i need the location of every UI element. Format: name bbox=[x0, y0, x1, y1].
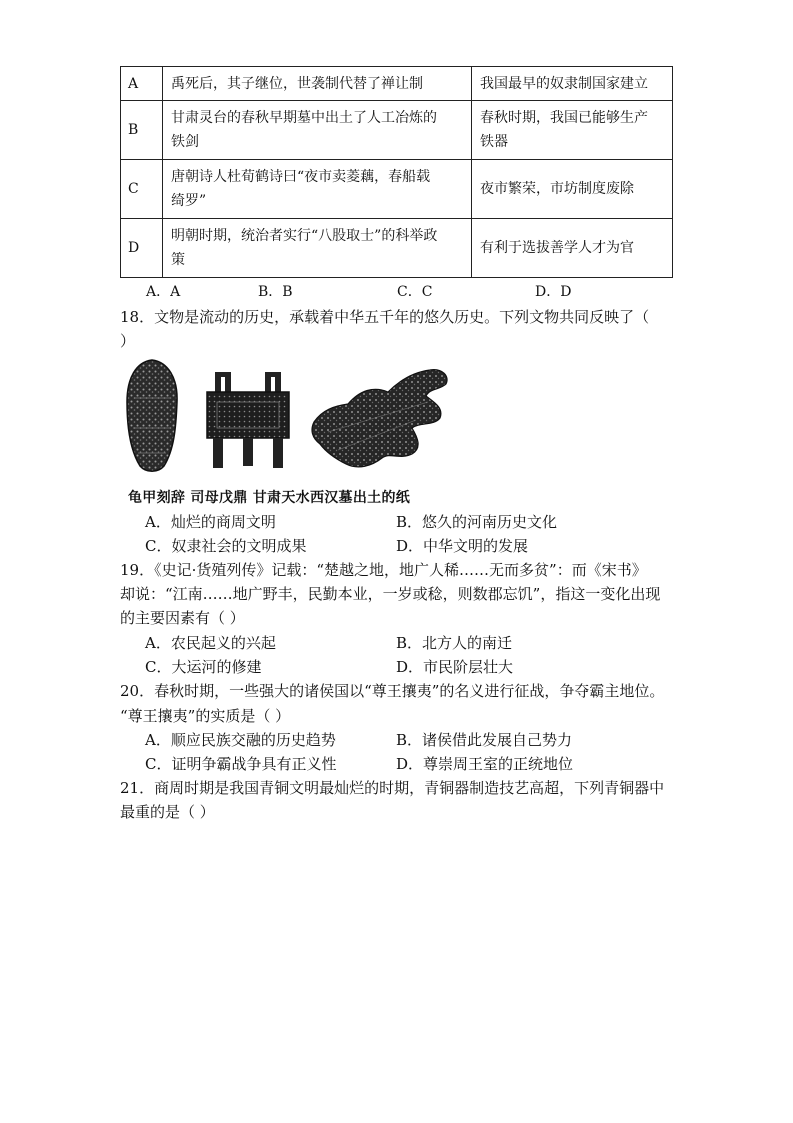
option-b[interactable]: B．诸侯借此发展自己势力 bbox=[396, 731, 573, 749]
q21-stem-line-1: 21．商周时期是我国青铜文明最灿烂的时期，青铜器制造技艺高超，下列青铜器中 bbox=[120, 779, 665, 797]
q18-stem-line-2: ） bbox=[120, 332, 136, 350]
artifact-caption: 龟甲刻辞 司母戊鼎 甘肃天水西汉墓出土的纸 bbox=[128, 490, 411, 506]
row-conclusion: 夜市繁荣，市坊制度废除 bbox=[472, 160, 673, 219]
q17-table bbox=[120, 66, 673, 278]
row-letter: D bbox=[121, 219, 163, 278]
q19-stem-line-1: 19．《史记·货殖列传》记载：“楚越之地，地广人稀……无而多贫”：而《宋书》 bbox=[120, 561, 647, 579]
q21-stem-line-2: 最重的是（ ） bbox=[120, 803, 215, 821]
q19-stem-line-3: 的主要因素有（ ） bbox=[120, 609, 245, 627]
option-d[interactable]: D．市民阶层壮大 bbox=[396, 658, 514, 676]
option-c[interactable]: C．C bbox=[397, 284, 433, 300]
q20-stem-line-2: “尊王攘夷”的实质是（ ） bbox=[120, 707, 291, 725]
option-b[interactable]: B．北方人的南迁 bbox=[396, 634, 513, 652]
row-event: 明朝时期，统治者实行“八股取士”的科举政 策 bbox=[163, 219, 472, 278]
paper-fragment-image bbox=[308, 362, 454, 474]
option-c[interactable]: C．证明争霸战争具有正义性 bbox=[145, 755, 337, 773]
row-conclusion: 我国最早的奴隶制国家建立 bbox=[472, 67, 673, 101]
table-row bbox=[121, 219, 673, 278]
option-a[interactable]: A．灿烂的商周文明 bbox=[145, 513, 276, 531]
option-d[interactable]: D．D bbox=[535, 284, 572, 300]
table-row bbox=[121, 67, 673, 101]
row-conclusion: 有利于选拔善学人才为官 bbox=[472, 219, 673, 278]
option-b[interactable]: B．悠久的河南历史文化 bbox=[396, 513, 558, 531]
option-d[interactable]: D．中华文明的发展 bbox=[396, 537, 529, 555]
option-a[interactable]: A．顺应民族交融的历史趋势 bbox=[145, 731, 336, 749]
table-row bbox=[121, 101, 673, 160]
row-event: 唐朝诗人杜荀鹤诗曰“夜市卖菱藕，春船载 绮罗” bbox=[163, 160, 472, 219]
row-letter: C bbox=[121, 160, 163, 219]
option-a[interactable]: A．农民起义的兴起 bbox=[145, 634, 276, 652]
q20-stem-line-1: 20．春秋时期，一些强大的诸侯国以“尊王攘夷”的名义进行征战，争夺霸主地位。 bbox=[120, 682, 665, 700]
option-a[interactable]: A．A bbox=[146, 284, 181, 300]
row-letter: B bbox=[121, 101, 163, 160]
table-row bbox=[121, 160, 673, 219]
q19-stem-line-2: 却说：“江南……地广野丰，民勤本业，一岁或稔，则数郡忘饥”，指这一变化出现 bbox=[120, 585, 661, 603]
option-c[interactable]: C．奴隶社会的文明成果 bbox=[145, 537, 307, 555]
row-event: 禹死后，其子继位，世袭制代替了禅让制 bbox=[163, 67, 472, 101]
bronze-ding-image bbox=[203, 370, 293, 470]
option-b[interactable]: B．B bbox=[258, 284, 293, 300]
option-d[interactable]: D．尊崇周王室的正统地位 bbox=[396, 755, 574, 773]
q18-stem-line-1: 18．文物是流动的历史，承载着中华五千年的悠久历史。下列文物共同反映了（ bbox=[120, 308, 650, 326]
row-conclusion: 春秋时期，我国已能够生产 铁器 bbox=[472, 101, 673, 160]
row-letter: A bbox=[121, 67, 163, 101]
option-c[interactable]: C．大运河的修建 bbox=[145, 658, 262, 676]
row-event: 甘肃灵台的春秋早期墓中出土了人工冶炼的 铁剑 bbox=[163, 101, 472, 160]
q17-options bbox=[0, 283, 793, 301]
tortoise-shell-image bbox=[124, 358, 180, 474]
